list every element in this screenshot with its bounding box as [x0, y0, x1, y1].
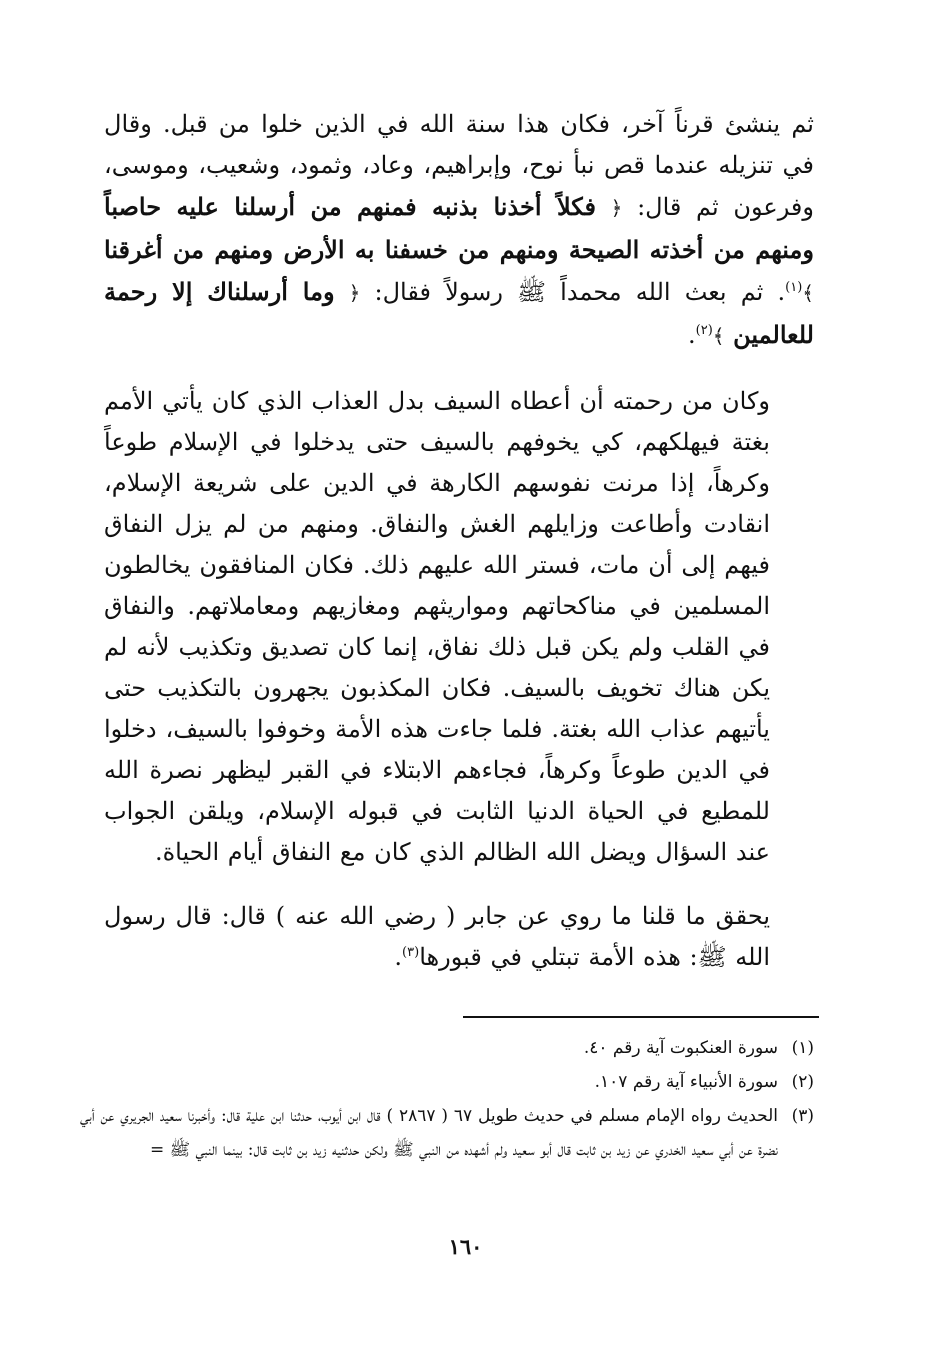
- quran-bracket-close: ﴾: [712, 324, 725, 348]
- paragraph-2-text: وكان من رحمته أن أعطاه السيف بدل العذاب الذي كان يأتي الأمم بغتة فيهلكهم، كي يخوفهم بالسيف حتى يدخلوا في الإسلام طوعاً وكرهاً، إذا مرنت نفوسهم الكارهة في الدين على شريعة الإسلام، انقادت وأطاعت وزايلهم الغش والنفاق. ومنهم من لم يزل النفاق فيهم إلى أن مات، فستر الله عليهم ذلك. فكان المنافقون يخالطون المسلمين في مناكحاتهم ومواريثهم ومغازيهم ومعاملاتهم. والنفاق في القلب ولم يكن قبل ذلك نفاق، إنما كان تصديق وتكذيب لأنه لم يكن هناك تخويف بالسيف. فكان المكذبون يجهرون بالتكذيب حتى يأتيهم عذاب الله بغتة. فلما جاءت هذه الأمة وخوفوا بالسيف، دخلوا في الدين طوعاً وكرهاً، فجاءهم الابتلاء في القبر ليظهر نصرة الله للمطيع في الحياة الدنيا الثابت في قبوله الإسلام، ويلقن الجواب عند السؤال ويضل الله الظالم الذي كان مع النفاق أيام الحياة.: [104, 387, 770, 866]
- quran-quote-2: وما أرسلناك إلا رحمة للعالمين: [104, 277, 814, 349]
- paragraph-2: [104, 381, 814, 873]
- footnote-ref-1: (١): [785, 280, 803, 295]
- paragraph-1: [104, 104, 814, 357]
- footnote-text: سورة العنكبوت آية رقم ٤٠.: [583, 1038, 778, 1058]
- footnote-number: (٣): [791, 1106, 814, 1126]
- footnote-text: الحديث رواه الإمام مسلم في حديث طويل ٦٧ ( ٢٨٦٧ ) قال ابن أيوب، حدثنا ابن علية قال: وأخبرنا سعيد الجريري عن أبي نضرة عن أبي سعيد الخدري عن زيد بن ثابت قال أبو سعيد ولم أشهده من النبي ﷺ ولكن حدثنيه زيد بن ثابت قال: بينما النبي ﷺ =: [80, 1106, 778, 1160]
- paragraph-3: [104, 896, 814, 978]
- paragraph-1-intro: ثم ينشئ قرناً آخر، فكان هذا سنة الله في الذين خلوا من قبل. وقال في تنزيله عندما قص نبأ نوح، وإبراهيم، وعاد، وثمود، وشعيب، وموسى، وفرعون ثم قال:: [104, 110, 814, 221]
- footnote-1: [80, 1031, 814, 1065]
- footnote-number: (١): [791, 1038, 814, 1058]
- quran-bracket-open: ﴿: [610, 196, 623, 220]
- quran-bracket-close: ﴾: [802, 281, 814, 305]
- page-number: ١٦٠: [448, 1234, 483, 1259]
- paragraph-1-middle: . ثم بعث الله محمداً ﷺ رسولاً فقال:: [374, 278, 786, 306]
- quran-quote-1: فكلاً أخذنا بذنبه فمنهم من أرسلنا عليه حاصباً ومنهم من أخذته الصيحة ومنهم من خسفنا به الأرض ومنهم من أغرقنا: [104, 192, 814, 264]
- footnote-text: سورة الأنبياء آية رقم ١٠٧.: [594, 1072, 778, 1092]
- footnote-2: [80, 1065, 814, 1099]
- paragraph-3-end: .: [394, 943, 403, 971]
- footnote-divider: [463, 1016, 819, 1018]
- footnote-3: [80, 1099, 814, 1167]
- quran-bracket-open: ﴿: [348, 281, 361, 305]
- footnotes: [80, 1031, 814, 1167]
- footnote-number: (٢): [791, 1072, 814, 1092]
- paragraph-1-end: .: [688, 321, 696, 349]
- footnote-ref-2: (٢): [695, 323, 713, 338]
- paragraph-3-text: يحقق ما قلنا ما روي عن جابر ( رضي الله عنه ) قال: قال رسول الله ﷺ: هذه الأمة تبتلي في قبورها: [104, 902, 770, 971]
- footnote-ref-3: (٣): [402, 945, 420, 960]
